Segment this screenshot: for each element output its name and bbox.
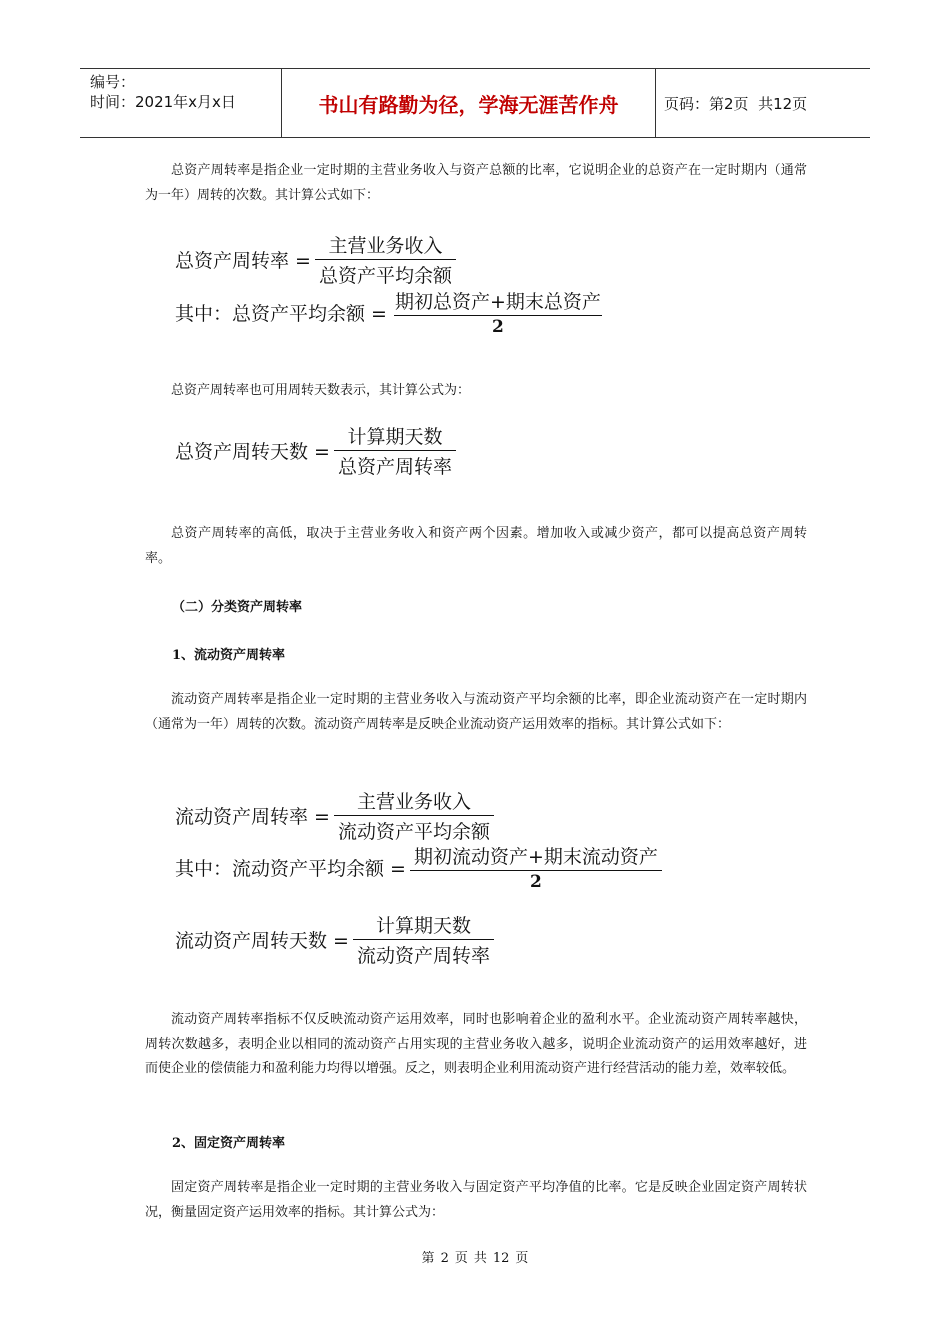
formula-total-asset-average	[175, 287, 605, 337]
formula-lhs: 流动资产周转率 =	[175, 806, 330, 828]
formula-total-asset-days	[175, 422, 456, 479]
formula-numerator: 计算期天数	[375, 915, 471, 937]
header-motto: 书山有路勤为径，学海无涯苦作舟	[282, 69, 656, 137]
formula-denominator: 2	[410, 870, 662, 892]
formula-fraction	[353, 911, 494, 968]
formula-numerator: 主营业务收入	[356, 791, 471, 813]
formula-lhs: 其中：总资产平均余额 =	[175, 302, 387, 325]
formula-denominator: 总资产周转率	[334, 450, 456, 479]
page-footer	[0, 1247, 950, 1266]
subsection-heading-current-assets: 1、流动资产周转率	[172, 648, 286, 663]
page-info-text: 页码：第2页 共12页	[664, 94, 808, 113]
formula-lhs: 总资产周转天数 =	[175, 441, 330, 463]
footer-text: 页	[515, 1251, 529, 1266]
paragraph-current-asset-significance: 流动资产周转率指标不仅反映流动资产运用效率，同时也影响着企业的盈利水平。企业流动资产周转率越快，周转次数越多，表明企业以相同的流动资产占用实现的主营业务收入越多，说明企业流动资产的运用效率越好，进而使企业的偿债能力和盈利能力均得以增强。反之，则表明企业利用流动资产进行经营活动的能力差，效率较低。	[145, 1012, 807, 1076]
formula-fraction	[334, 422, 456, 479]
formula-current-asset-turnover	[175, 787, 494, 844]
code-label: 编号：	[90, 73, 136, 91]
formula-numerator: 期初总资产+期末总资产	[394, 291, 601, 313]
formula-numerator: 主营业务收入	[328, 235, 443, 257]
formula-fraction	[391, 287, 605, 337]
subsection-heading-fixed-assets: 2、固定资产周转率	[172, 1136, 286, 1151]
formula-fraction	[315, 231, 456, 288]
footer-text: 共	[473, 1251, 487, 1266]
paragraph-turnover-days-intro: 总资产周转率也可用周转天数表示，其计算公式为：	[171, 383, 471, 398]
formula-denominator: 流动资产平均余额	[334, 815, 494, 844]
formula-fraction	[334, 787, 494, 844]
section-heading: （二）分类资产周转率	[172, 600, 303, 615]
paragraph-fixed-asset-turnover: 固定资产周转率是指企业一定时期的主营业务收入与固定资产平均净值的比率。它是反映企业固定资产周转状况，衡量固定资产运用效率的指标。其计算公式为：	[145, 1180, 807, 1220]
header-meta	[80, 69, 282, 137]
formula-numerator: 期初流动资产+期末流动资产	[414, 846, 658, 868]
formula-current-asset-average	[175, 842, 662, 892]
formula-current-asset-days	[175, 911, 494, 968]
footer-page-number: 2	[440, 1251, 449, 1266]
paragraph-current-asset-turnover: 流动资产周转率是指企业一定时期的主营业务收入与流动资产平均余额的比率，即企业流动资产在一定时期内（通常为一年）周转的次数。流动资产周转率是反映企业流动资产运用效率的指标。其计算公式如下：	[145, 692, 807, 732]
formula-denominator: 2	[394, 315, 602, 337]
footer-total-pages: 12	[492, 1251, 510, 1266]
footer-text: 页	[454, 1251, 468, 1266]
formula-denominator: 总资产平均余额	[315, 259, 456, 288]
formula-lhs: 流动资产周转天数 =	[175, 930, 349, 952]
page-header	[80, 68, 870, 138]
formula-total-asset-turnover	[175, 231, 456, 288]
footer-text: 第	[421, 1251, 435, 1266]
formula-lhs: 总资产周转率 =	[175, 250, 311, 272]
paragraph-turnover-factors: 总资产周转率的高低，取决于主营业务收入和资产两个因素。增加收入或减少资产，都可以提高总资产周转率。	[145, 526, 807, 566]
formula-lhs: 其中：流动资产平均余额 =	[175, 857, 406, 880]
time-label: 时间：2021年x月x日	[90, 93, 236, 111]
header-page-info	[656, 69, 870, 137]
formula-numerator: 计算期天数	[347, 426, 443, 448]
paragraph-total-asset-turnover: 总资产周转率是指企业一定时期的主营业务收入与资产总额的比率，它说明企业的总资产在一定时期内（通常为一年）周转的次数。其计算公式如下：	[145, 163, 807, 203]
formula-fraction	[410, 842, 662, 892]
formula-denominator: 流动资产周转率	[353, 939, 494, 968]
